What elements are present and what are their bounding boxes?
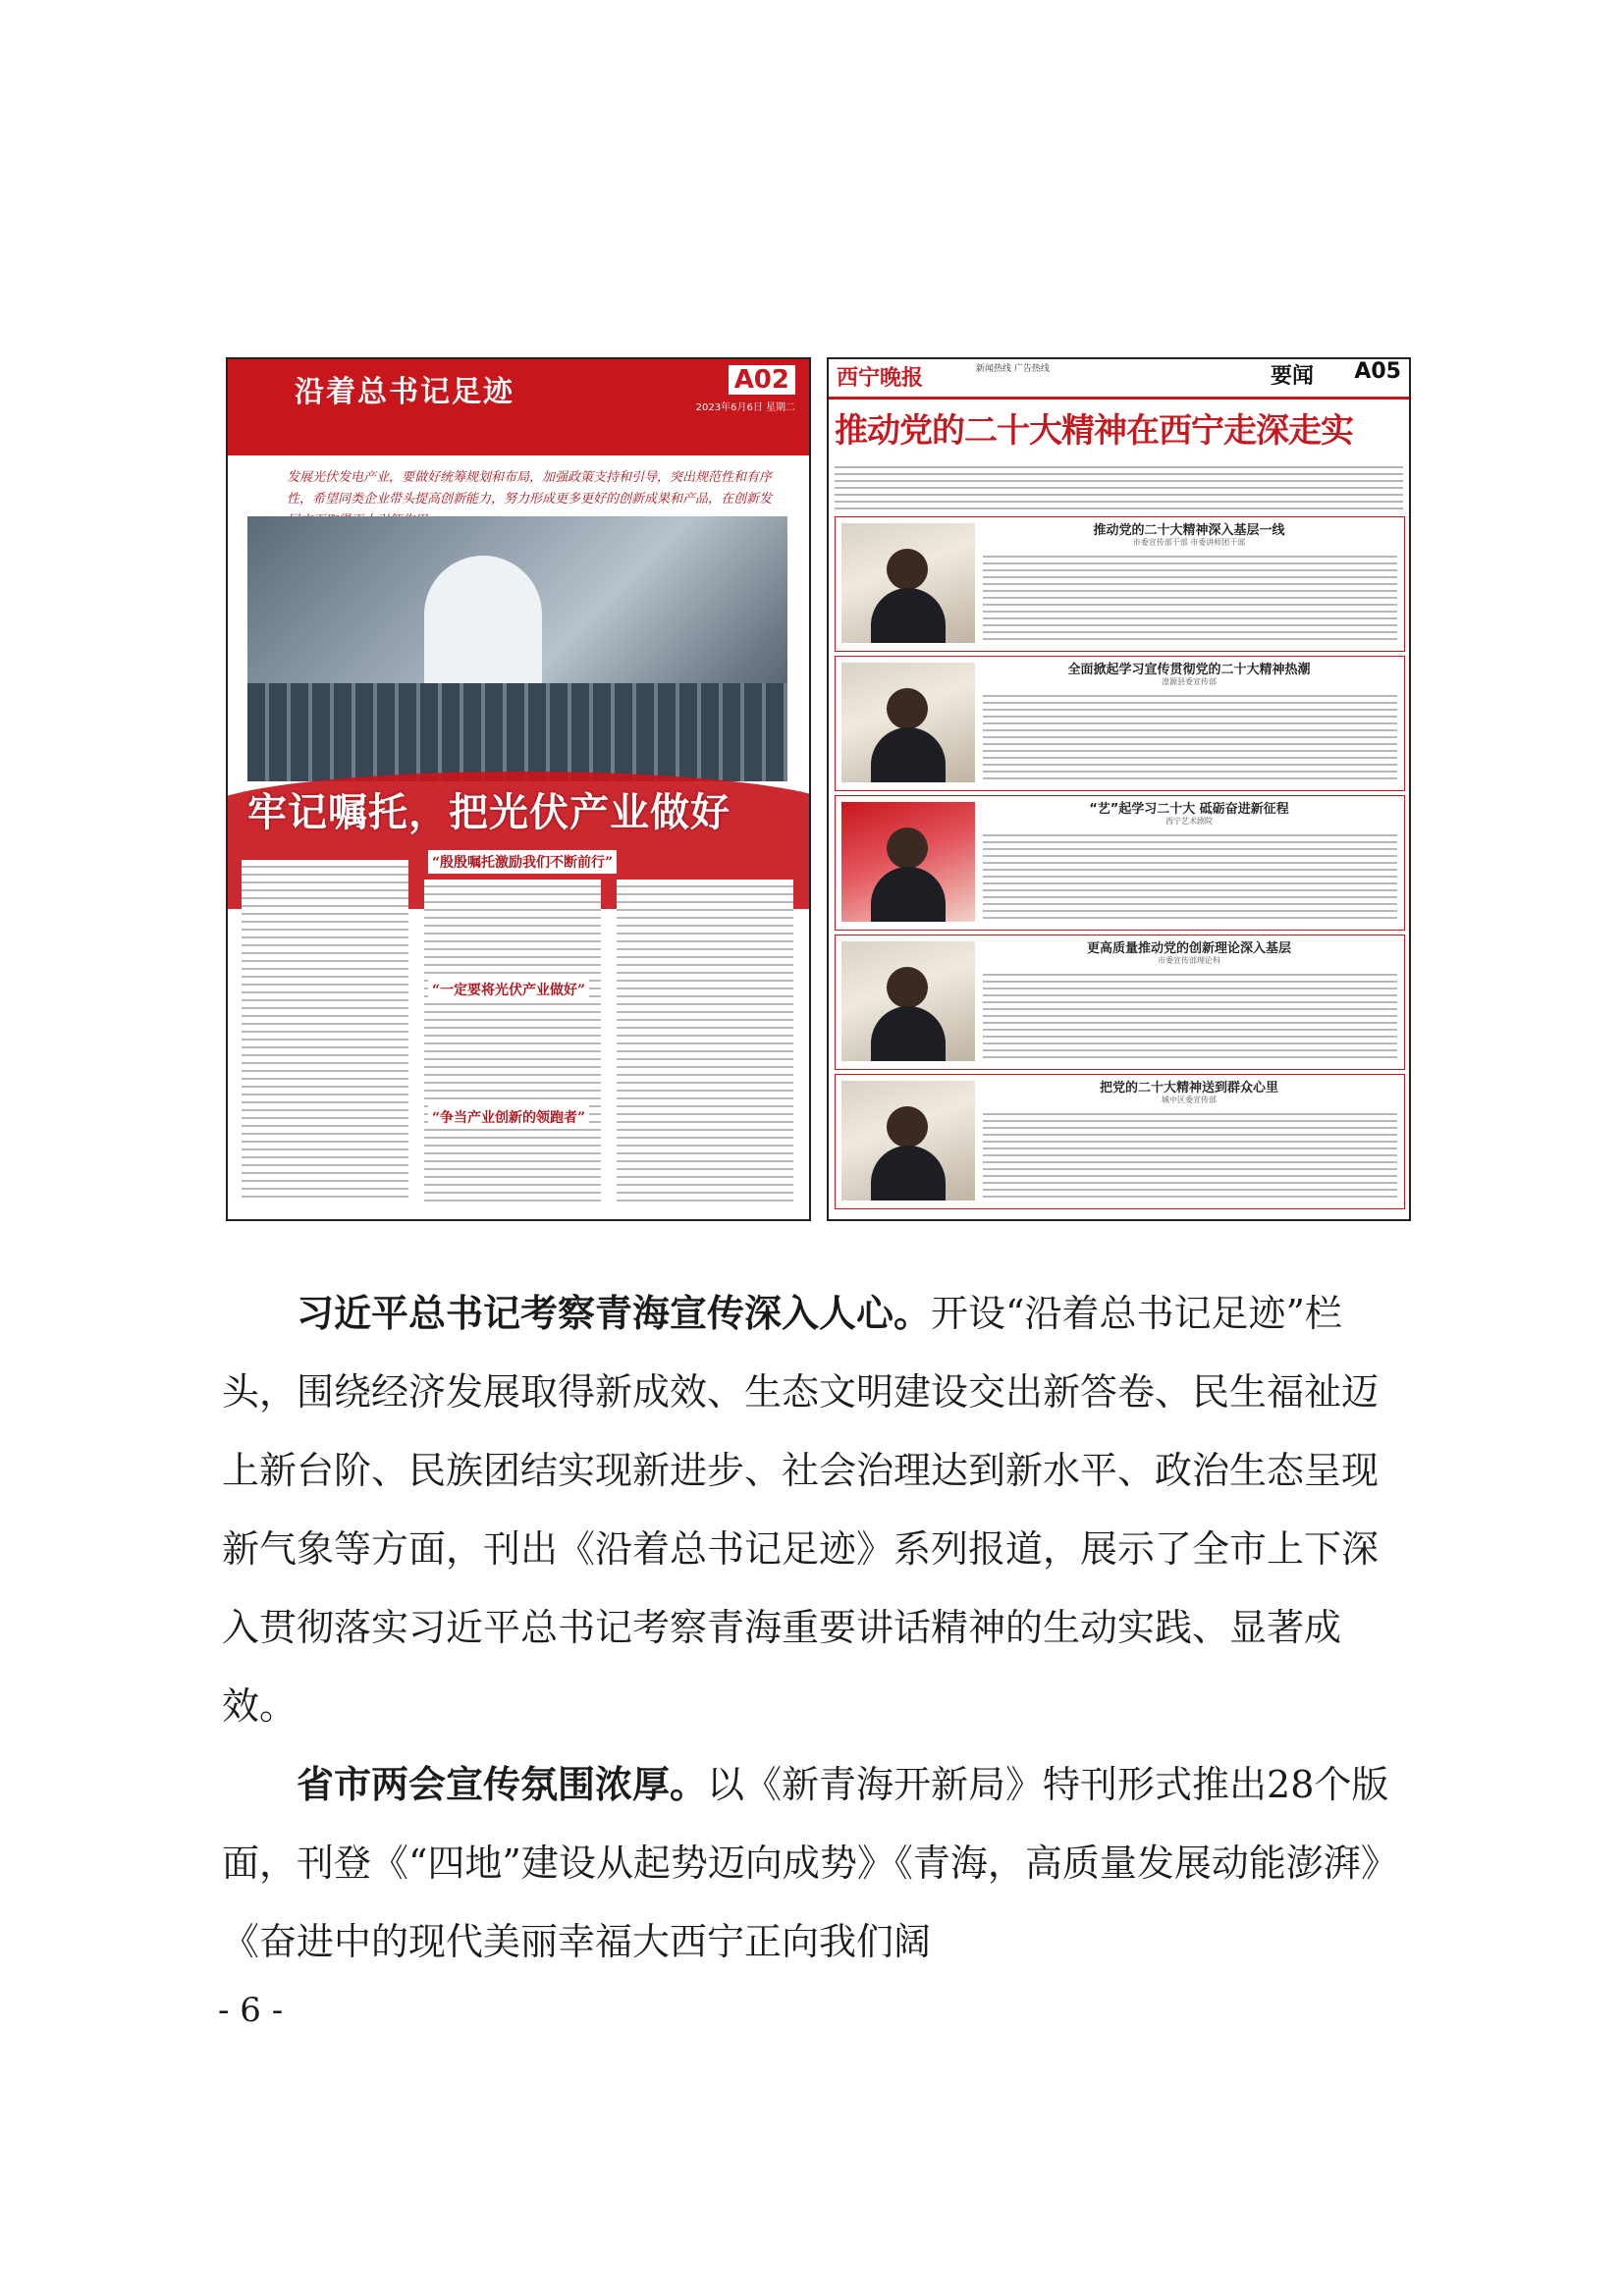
paragraph-1 [222,1274,1408,1745]
story-byline: 市委宣传部理论科 [1158,956,1220,965]
story-text [983,551,1397,645]
article-body [242,840,795,1213]
quote-text: 发展光伏发电产业，要做好统筹规划和布局，加强政策支持和引导，突出规范性和有序性，希望同类企业带头提高创新能力，努力形成更多更好的创新成果和产品，在创新发 [287,470,773,507]
story-text [983,1108,1397,1202]
story-card [835,656,1405,791]
story-photo [841,523,975,643]
story-card [835,934,1405,1070]
masthead [829,359,1409,400]
story-byline: 湟源县委宣传部 [1162,677,1217,686]
column-banner-title: 沿着总书记足迹 [295,375,514,409]
section-title: 要闻 [1271,364,1315,389]
story-card [835,516,1405,652]
newspaper-page-a02 [226,357,811,1221]
headline: 牢记嘱托，把光伏产业做好 [247,790,731,835]
page-number: - 6 - [218,1991,284,2030]
story-photo [841,802,975,922]
story-photo [841,663,975,782]
masthead-logo: 西宁晚报 [837,365,924,391]
column-banner [228,359,809,455]
story-byline: 城中区委宣传部 [1162,1095,1217,1104]
story-title: “艺”起学习二十大 砥砺奋进新征程 [1089,802,1289,817]
panel-rows [247,683,787,781]
text-column [617,880,793,1203]
text-column [242,860,408,1203]
subhead: “争当产业创新的领跑者” [428,1105,589,1129]
headline-bar [829,400,1409,456]
page-number-badge: A05 [1354,359,1401,384]
story-photo [841,1081,975,1201]
paragraph-1-lead: 习近平总书记考察青海宣传深入人心。 [297,1291,932,1335]
subhead: “一定要将光伏产业做好” [428,978,589,1001]
story-title: 推动党的二十大精神深入基层一线 [1093,523,1285,538]
story-photo [841,941,975,1061]
story-byline: 西宁艺术剧院 [1165,817,1213,826]
story-byline: 市委宣传部干部 市委讲师团干部 [1132,538,1246,547]
subhead: “殷殷嘱托激励我们不断前行” [428,850,617,874]
text-column [424,880,601,1203]
story-title: 把党的二十大精神送到群众心里 [1099,1081,1278,1095]
intro-text [835,461,1403,512]
hotline-info: 新闻热线 广告热线 [976,364,1050,374]
paragraph-2-lead: 省市两会宣传氛围浓厚。 [297,1762,708,1806]
paragraph-1-text: 开设“沿着总书记足迹”栏头，围绕经济发展取得新成效、生态文明建设交出新答卷、民生福祉迈上新台阶、民族团结实现新进步、社会治理达到新水平、政治生态呈现新气象等方面，刊出《沿着总书记足迹》系列报道，展示了全市上下深入贯彻落实习近平总书记考察青海重要讲话精神的生动实践、显著成效。 [222,1292,1380,1728]
newspaper-page-a05 [827,357,1411,1221]
issue-date: 2023年6月6日 星期二 [695,402,795,413]
story-card [835,795,1405,931]
headline: 推动党的二十大精神在西宁走深走实 [835,411,1353,451]
story-card [835,1074,1405,1209]
paragraph-2-text: 以《新青海开新局》特刊形式推出28个版面，刊登《“四地”建设从起势迈向成势》《青海，高质量发展动能澎湃》《奋进中的现代美丽幸福大西宁正向我们阔 [222,1763,1398,1963]
story-text [983,829,1397,924]
story-text [983,969,1397,1063]
paragraph-2 [222,1745,1408,1981]
page-number-badge: A02 [729,365,795,395]
factory-photo [247,516,787,781]
story-title: 更高质量推动党的创新理论深入基层 [1086,941,1291,956]
story-title: 全面掀起学习宣传贯彻党的二十大精神热潮 [1067,663,1311,677]
story-text [983,690,1397,784]
